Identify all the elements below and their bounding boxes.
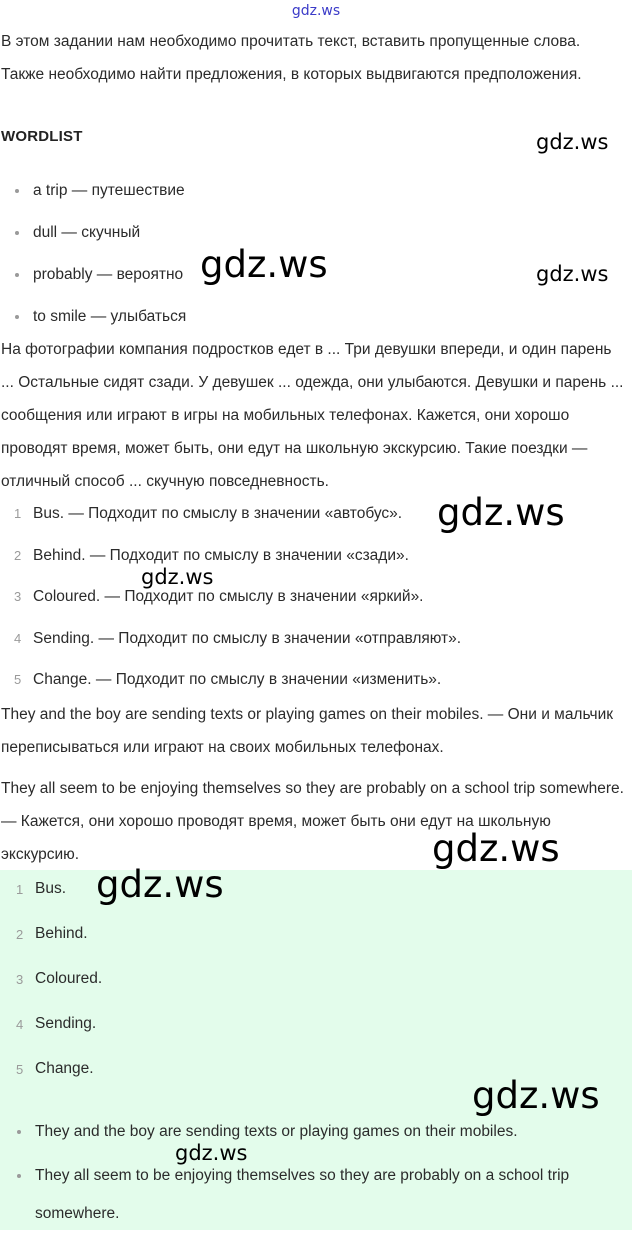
answer-sentence-text: They all seem to be enjoying themselves so they are probably on a school trip somewhere.: [35, 1167, 570, 1222]
wordlist-item-text: a trip — путешествие: [33, 182, 185, 199]
item-number: 1: [14, 506, 22, 521]
site-link[interactable]: gdz.ws: [291, 3, 341, 19]
watermark: gdz.ws: [536, 130, 609, 154]
answer-text: Sending.: [35, 1015, 97, 1032]
answer-sentences: [0, 1113, 632, 1239]
item-number: 1: [16, 882, 24, 897]
bullet-icon: [15, 315, 19, 319]
answer-sentence: [0, 1157, 632, 1233]
item-number: 3: [14, 589, 22, 604]
explanation-item: [0, 659, 461, 701]
bullet-icon: [17, 1130, 21, 1134]
item-number: 4: [16, 1017, 24, 1032]
item-number: 5: [14, 672, 22, 687]
watermark: gdz.ws: [200, 243, 328, 286]
explanation-text: Change. — Подходит по смыслу в значении «изменить».: [33, 671, 442, 688]
bullet-icon: [15, 231, 19, 235]
bullet-icon: [15, 273, 19, 277]
item-number: 2: [16, 927, 24, 942]
explanation-item: [0, 576, 461, 618]
wordlist-item-text: dull — скучный: [33, 224, 141, 241]
wordlist-item: [0, 170, 186, 212]
wordlist-item-text: probably — вероятно: [33, 266, 184, 283]
answer-text: Bus.: [35, 880, 67, 897]
translation-2: They all seem to be enjoying themselves so they are probably on a school trip somewhere. — Кажется, они хорошо проводят время, может быть они едут на школьную экскурсию.: [1, 780, 624, 863]
watermark: gdz.ws: [96, 863, 224, 906]
explanation-text: Behind. — Подходит по смыслу в значении «сзади».: [33, 546, 409, 564]
explanation-text: Bus. — Подходит по смыслу в значении «автобус».: [33, 505, 403, 522]
intro-paragraph: В этом задании нам необходимо прочитать текст, вставить пропущенные слова. Также необходимо найти предложения, в которых выдвигаются предположения.: [1, 33, 582, 83]
wordlist-item: [0, 296, 186, 338]
answer-item: [0, 1005, 102, 1050]
answer-list: [0, 870, 102, 1095]
item-number: 4: [14, 630, 22, 646]
answer-item: [0, 1050, 102, 1095]
answer-item: [0, 915, 102, 960]
task-text: На фотографии компания подростков едет в ... Три девушки впереди, и один парень ... Остальные сидят сзади. У девушек ... одежда, они улыбаются. Девушки и парень ... сообщения или играют в игры на мобильных телефонах. Кажется, они хорошо проводят время, может быть, они едут на школьную экскурсию. Такие поездки — отличный способ ... скучную повседневность.: [1, 341, 624, 490]
wordlist-heading: WORDLIST: [1, 128, 83, 145]
wordlist-item-text: to smile — улыбаться: [33, 308, 187, 325]
explanation-list: [0, 493, 461, 701]
answer-text: Change.: [35, 1060, 94, 1077]
answer-item: [0, 870, 102, 915]
bullet-icon: [17, 1174, 21, 1178]
item-number: 5: [16, 1062, 24, 1077]
explanation-item: [0, 493, 461, 535]
translation-1: They and the boy are sending texts or playing games on their mobiles. — Они и мальчик переписываться или играют на своих мобильных телефонах.: [1, 706, 614, 756]
explanation-item: [0, 618, 461, 660]
wordlist-item: [0, 212, 186, 254]
answer-text: Behind.: [35, 925, 88, 942]
explanation-item: [0, 535, 461, 577]
watermark: gdz.ws: [432, 827, 560, 870]
watermark: gdz.ws: [437, 491, 565, 534]
answer-sentence-text: They and the boy are sending texts or playing games on their mobiles.: [35, 1123, 518, 1140]
explanation-text: Sending. — Подходит по смыслу в значении «отправляют».: [33, 629, 462, 647]
answer-item: [0, 960, 102, 1005]
answer-text: Coloured.: [35, 970, 103, 987]
wordlist-item: [0, 254, 186, 296]
item-number: 2: [14, 547, 22, 563]
watermark: gdz.ws: [141, 565, 214, 589]
watermark: gdz.ws: [472, 1074, 600, 1117]
explanation-text: Coloured. — Подходит по смыслу в значении «яркий».: [33, 588, 424, 605]
item-number: 3: [16, 972, 24, 987]
watermark: gdz.ws: [536, 262, 609, 286]
bullet-icon: [15, 189, 19, 193]
answer-sentence: [0, 1113, 632, 1151]
wordlist: [0, 170, 186, 338]
watermark: gdz.ws: [175, 1141, 248, 1165]
